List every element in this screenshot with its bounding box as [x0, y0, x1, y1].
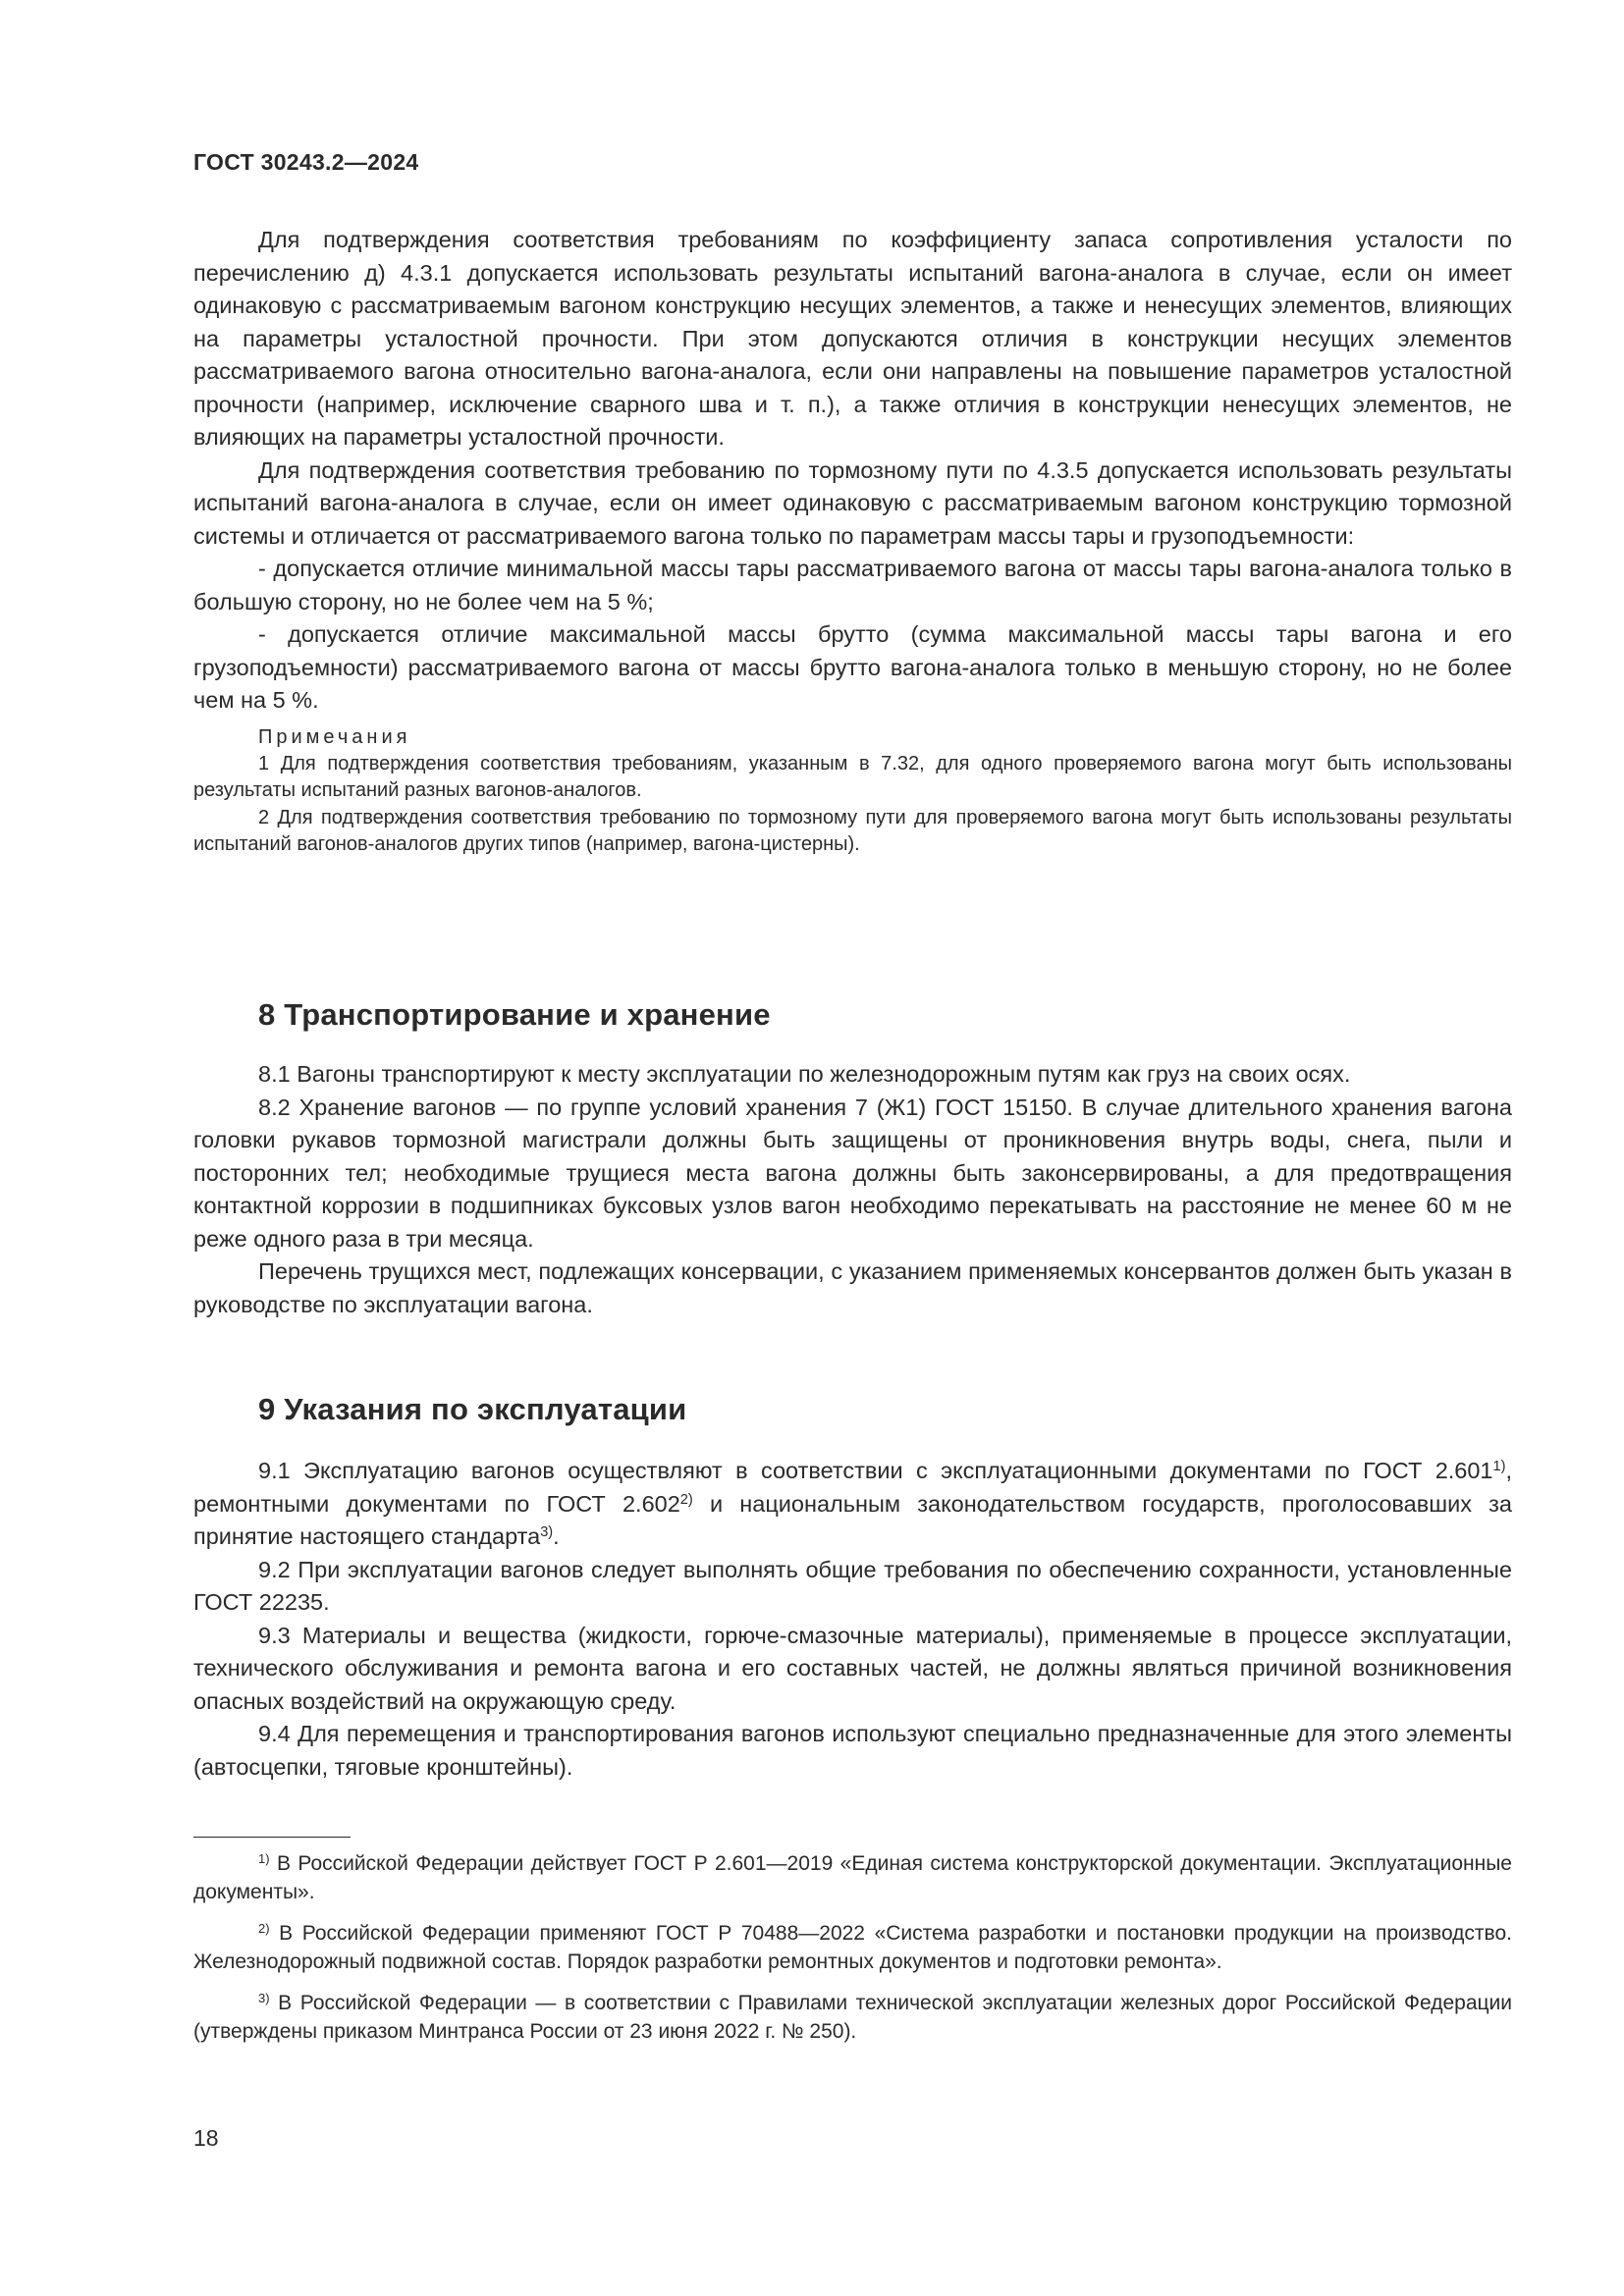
- note-2: 2 Для подтверждения соответствия требованию по тормозному пути для проверяемого вагона могут быть использованы результаты испытаний вагонов-аналогов других типов (например, вагона-цистерны).: [193, 806, 1512, 855]
- footnote-ref-2: 2): [679, 1491, 693, 1508]
- section-9-body: [193, 1455, 1512, 1784]
- footnote-1-text: В Российской Федерации действует ГОСТ Р 2.601—2019 «Единая система конструкторской документации. Эксплуатационные документы».: [193, 1852, 1512, 1903]
- footnote-ref-3: 3): [540, 1524, 554, 1540]
- section-8-heading: 8 Транспортирование и хранение: [258, 997, 771, 1032]
- section-8-body: [193, 1058, 1512, 1321]
- footnotes-block: [193, 1849, 1512, 2058]
- footnote-3-text: В Российской Федерации — в соответствии с Правилами технической эксплуатации железных дорог Российской Федерации (утверждены приказом Минтранса России от 23 июня 2022 г. № 250).: [193, 1992, 1512, 2043]
- paragraph-8-1: 8.1 Вагоны транспортируют к месту эксплуатации по железнодорожным путям как груз на своих осях.: [258, 1061, 1351, 1087]
- page-number: 18: [193, 2125, 219, 2151]
- paragraph-9-3: 9.3 Материалы и вещества (жидкости, горюче-смазочные материалы), применяемые в процессе эксплуатации, технического обслуживания и ремонта вагона и его составных частей, не должны являться причиной возникновения опасных воздействий на окружающую среду.: [193, 1622, 1512, 1714]
- footnote-ref-1: 1): [1492, 1459, 1506, 1474]
- paragraph-9-4: 9.4 Для перемещения и транспортирования вагонов используют специально предназначенные для этого элементы (автосцепки, тяговые кронштейны).: [193, 1721, 1512, 1780]
- paragraph-9-1-text-a: 9.1 Эксплуатацию вагонов осуществляют в соответствии с эксплуатационными документами по ГОСТ 2.601: [258, 1458, 1493, 1483]
- footnote-mark-2: 2): [258, 1920, 270, 1936]
- section-9-heading: 9 Указания по эксплуатации: [258, 1392, 687, 1426]
- paragraph-9-1-text-d: .: [553, 1523, 560, 1549]
- paragraph-9-1-text-b: , ремонтными документами по ГОСТ 2.602: [193, 1458, 1512, 1517]
- footnote-separator: [193, 1837, 351, 1838]
- paragraph-8-2: 8.2 Хранение вагонов — по группе условий хранения 7 (Ж1) ГОСТ 15150. В случае длительного хранения вагона головки рукавов тормозной магистрали должны быть защищены от проникновения внутрь воды, снега, пыли и посторонних тел; необходимые трущиеся места вагона должны быть законсервированы, а для предотвращения контактной коррозии в подшипниках буксовых узлов вагон необходимо перекатывать на расстояние не менее 60 м не реже одного раза в три месяца.: [193, 1094, 1512, 1252]
- running-header: ГОСТ 30243.2—2024: [193, 149, 419, 175]
- notes-title: Примечания: [258, 725, 411, 748]
- paragraph-9-2: 9.2 При эксплуатации вагонов следует выполнять общие требования по обеспечению сохранности, установленные ГОСТ 22235.: [193, 1556, 1512, 1615]
- paragraph-9-1: [193, 1455, 1512, 1554]
- footnote-2-text: В Российской Федерации применяют ГОСТ Р 70488—2022 «Система разработки и постановки продукции на производство. Железнодорожный подвижной состав. Порядок разработки ремонтных документов и подготовки ремонта».: [193, 1922, 1512, 1973]
- footnote-mark-1: 1): [258, 1850, 270, 1866]
- list-item-tare-mass: - допускается отличие минимальной массы тары рассматриваемого вагона от массы тары вагона-аналога только в большую сторону, но не более чем на 5 %;: [193, 556, 1512, 614]
- footnote-2: [193, 1919, 1512, 1976]
- intro-block: [193, 224, 1512, 859]
- note-1: 1 Для подтверждения соответствия требованиям, указанным в 7.32, для одного проверяемого вагона могут быть использованы результаты испытаний разных вагонов-аналогов.: [193, 752, 1512, 801]
- footnote-mark-3: 3): [258, 1990, 270, 2005]
- paragraph-fatigue-analog: Для подтверждения соответствия требованиям по коэффициенту запаса сопротивления усталости по перечислению д) 4.3.1 допускается использовать результаты испытаний вагона-аналога в случае, если он имеет одинаковую с рассматриваемым вагоном конструкцию несущих элементов, а также и ненесущих элементов, влияющих на параметры усталостной прочности. При этом допускаются отличия в конструкции несущих элементов рассматриваемого вагона относительно вагона-аналога, если они направлены на повышение параметров усталостной прочности (например, исключение сварного шва и т. п.), а также отличия в конструкции ненесущих элементов, не влияющих на параметры усталостной прочности.: [193, 227, 1512, 450]
- list-item-gross-mass: - допускается отличие максимальной массы брутто (сумма максимальной массы тары вагона и его грузоподъемности) рассматриваемого вагона от массы брутто вагона-аналога только в меньшую сторону, но не более чем на 5 %.: [193, 621, 1512, 713]
- footnote-1: [193, 1849, 1512, 1906]
- paragraph-8-2-continued: Перечень трущихся мест, подлежащих консервации, с указанием применяемых консервантов должен быть указан в руководстве по эксплуатации вагона.: [193, 1258, 1512, 1317]
- footnote-3: [193, 1989, 1512, 2046]
- paragraph-braking-analog: Для подтверждения соответствия требованию по тормозному пути по 4.3.5 допускается использовать результаты испытаний вагона-аналога в случае, если он имеет одинаковую с рассматриваемым вагоном конструкцию тормозной системы и отличается от рассматриваемого вагона только по параметрам массы тары и грузоподъемности:: [193, 456, 1512, 549]
- paragraph-9-1-text-c: и национальным законодательством государств, проголосовавших за принятие настоящего стандарта: [193, 1490, 1512, 1549]
